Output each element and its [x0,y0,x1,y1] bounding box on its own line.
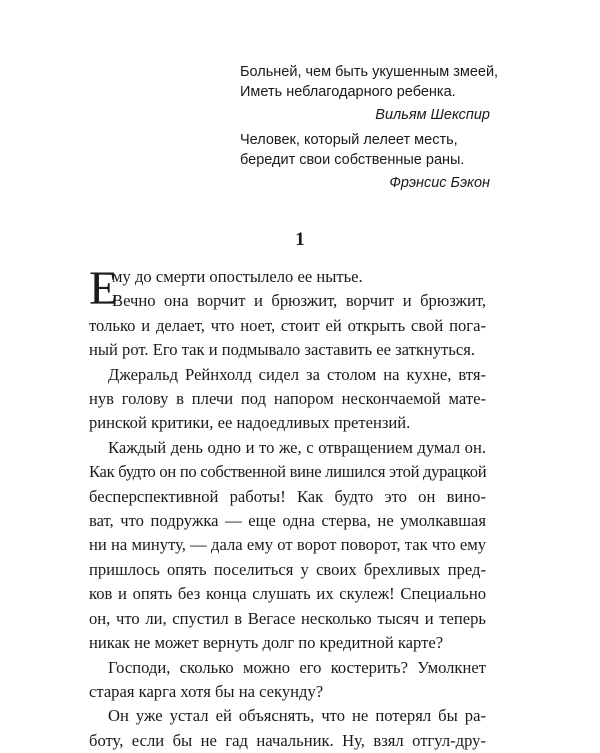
text-line: старая карга хотя бы на секунду? [89,681,324,701]
text-line: ный рот. Его так и подмывало заставить ее заткнуться. [89,340,476,360]
epigraph-shakespeare [240,62,499,125]
opening-paragraph [89,262,486,315]
text-line: Господи, сколько можно его костерить? Умолкнет [108,657,486,677]
text-line: му до смерти опостылело ее нытье. [112,267,363,286]
text-line: никак не может вернуть долг по кредитной карте? [89,633,444,653]
epigraph-line: Человек, который лелеет месть, [240,132,458,148]
epigraph-author: Фрэнсис Бэкон [389,175,490,191]
text-line: Вечно она ворчит и брюзжит, ворчит и брюзжит, [112,291,486,311]
text-line: боту, если бы не гад начальник. Ну, взял отгул-дру- [89,730,486,750]
epigraph-author: Вильям Шекспир [375,107,490,123]
epigraph-line: Иметь неблагодарного ребенка. [240,84,456,100]
text-line: он, что ли, спустил в Вегасе несколько тысяч и теперь [89,608,486,628]
drop-cap: Е [89,262,119,315]
text-line: пришлось опять поселиться у своих брехливых пред- [89,559,486,579]
text-line: ков и опять без конца слушать их скулеж! Специально [89,584,486,604]
text-line: Каждый день одно и то же, с отвращением думал он. [108,437,486,457]
chapter-number: 1 [295,229,305,250]
text-line: ринской критики, ее надоедливых претензий. [89,413,411,433]
chapter-body [89,262,487,753]
epigraph-line: Больней, чем быть укушенным змеей, [240,64,499,80]
text-line: только и делает, что ноет, стоит ей открыть свой пога- [89,315,486,335]
text-line: бесперспективной работы! Как будто это он вино- [89,486,486,506]
text-line: ни на минуту, — дала ему от ворот поворот, так что ему [89,535,486,555]
epigraph-bacon [240,130,490,193]
text-line: Джеральд Рейнхолд сидел за столом на кухне, втя- [108,364,486,384]
text-line: Он уже устал ей объяснять, что не потерял бы ра- [108,706,486,726]
text-line: нув голову в плечи под напором нескончаемой мате- [89,389,486,409]
text-line: Как будто он по собственной вине лишился этой дурацкой [89,462,487,482]
epigraph-line: бередит свои собственные раны. [240,152,465,168]
text-line: ват, что подружка — еще одна стерва, не умолкавшая [89,511,486,531]
